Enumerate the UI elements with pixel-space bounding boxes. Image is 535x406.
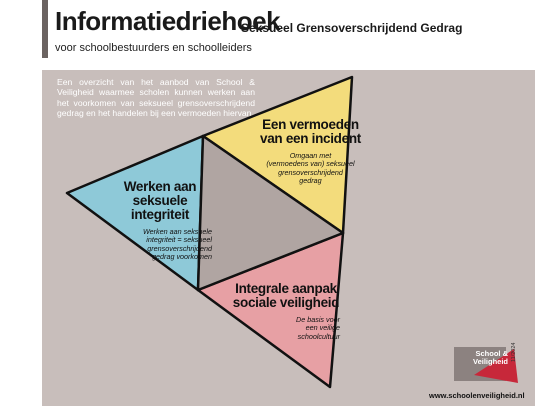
left-desc-line3: grensoverschrijdend [147,243,212,253]
top-desc-line4: gedrag [299,176,322,186]
label-right [232,282,340,341]
logo-text [452,350,508,366]
logo-text-line1: School & [475,349,508,358]
version-date: 11/2024 [511,342,517,362]
top-title-line2: van een incident [260,131,361,146]
logo-text-line2: Veiligheid [472,357,508,366]
intro-paragraph: Een overzicht van het aanbod van School & Veiligheid waarmee scholen kunnen werken aan het voorkomen van seksueel grensoverschrijdend gedrag en het handelen bij een vermoeden hiervan. [57,77,255,119]
left-desc-line1: Werken aan seksuele [143,227,212,236]
left-title-line1: Werken aan [123,179,197,194]
label-left [108,180,212,262]
top-desc-line1: Omgaan met [289,151,332,160]
right-desc-line3: schoolcultuur [297,331,340,341]
website-link[interactable]: www.schoolenveiligheid.nl [429,391,525,400]
top-title-line1: Een vermoeden [262,117,359,132]
page-title: Informatiedriehoek [55,6,281,36]
page-subtitle: Seksueel Grensoverschrijdend Gedrag [241,21,463,35]
left-title-line2: seksuele integriteit [130,193,190,222]
right-title-line1: Integrale aanpak [235,281,337,296]
right-desc-line1: De basis voor [296,315,340,324]
right-title-line2: sociale veiligheid [232,295,340,310]
audience-text: voor schoolbestuurders en schoolleiders [55,42,252,54]
top-desc-line2: (vermoedens van) seksueel [266,159,355,169]
top-desc-line3: grensoverschrijdend [278,167,343,177]
left-desc-line2: integriteit = seksueel [146,235,212,245]
right-desc-line2: een veilige [305,323,340,333]
left-desc-line4: gedrag voorkomen [152,252,212,262]
label-top [258,118,363,186]
